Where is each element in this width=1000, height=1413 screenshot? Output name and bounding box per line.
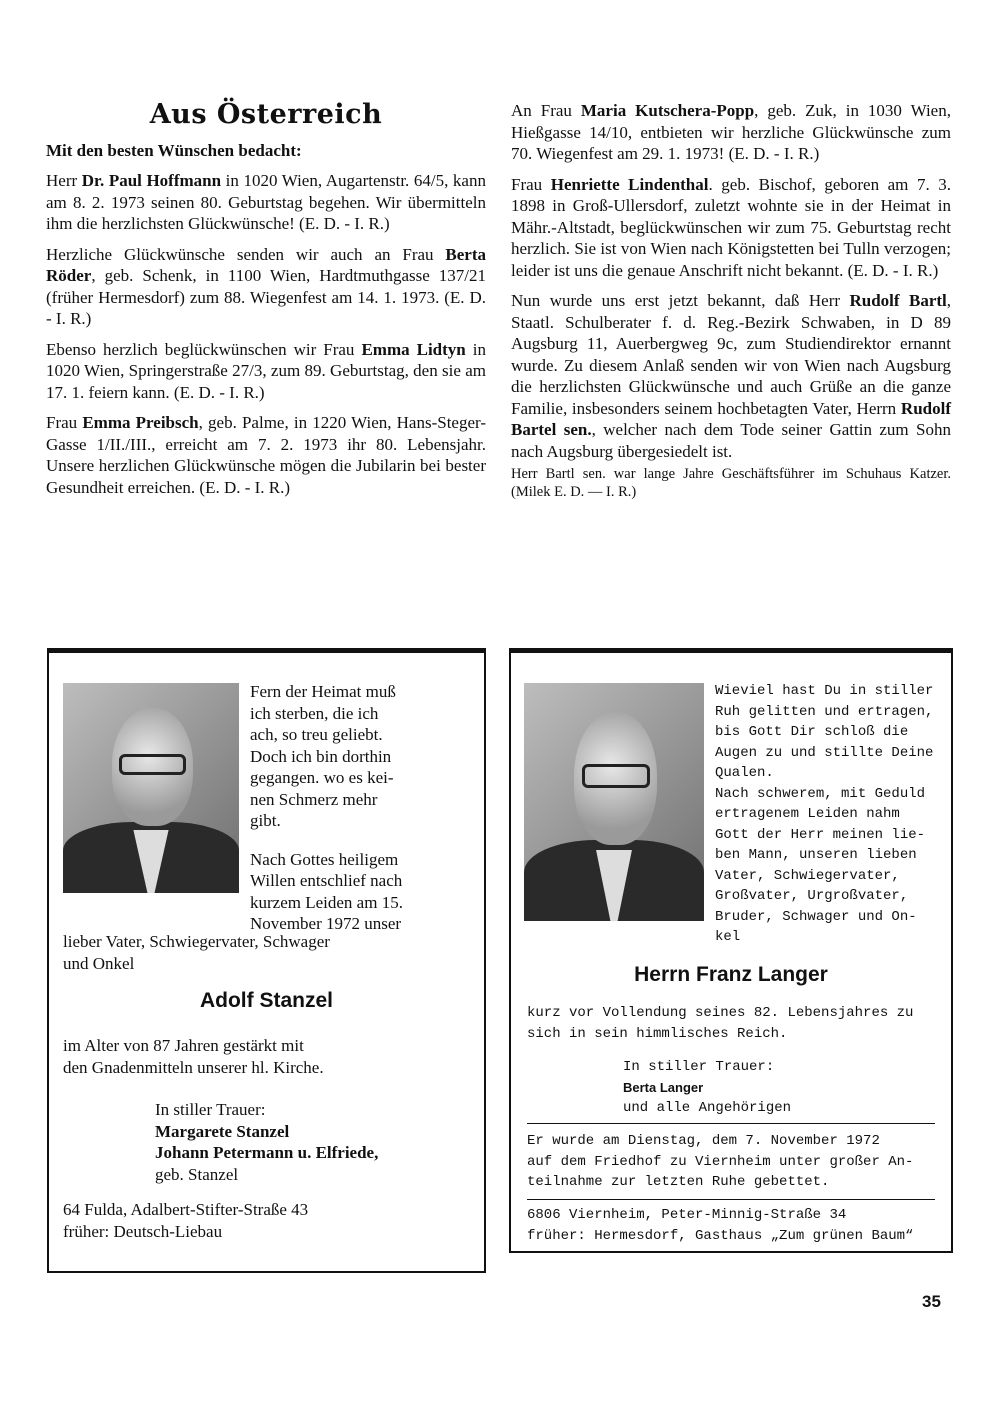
- mourner-name: Berta Langer: [623, 1079, 704, 1095]
- text-line: kurzem Leiden am 15.: [250, 892, 403, 912]
- memorial-poem: [715, 681, 940, 948]
- person-name: Maria Kutschera-Popp: [580, 101, 755, 120]
- text-line: kurz vor Vollendung seines 82. Lebensjahres zu: [527, 1005, 914, 1021]
- text-line: ertragenem Leiden nahm: [715, 806, 900, 822]
- text: in 1020 Wien, Augartenstr. 64/5, kann am 8. 2. 1973 seinen 80. Geburtstag begehen. Wir übermitteln ihm die herzlichsten Glückwünsche! (E. D. - I. R.): [46, 171, 486, 233]
- text-line: geb. Stanzel: [155, 1164, 239, 1184]
- text-line: lieber Vater, Schwiegervater, Schwager: [63, 932, 330, 951]
- text-line: teilnahme zur letzten Ruhe gebettet.: [527, 1174, 830, 1190]
- text-line: früher: Deutsch-Liebau: [63, 1221, 223, 1241]
- text: Ebenso herzlich beglückwünschen wir Frau: [46, 339, 362, 359]
- text-line: November 1972 unser: [250, 914, 402, 933]
- text-line: Großvater, Urgroßvater,: [715, 888, 909, 904]
- person-name: Emma Preibsch: [82, 413, 199, 432]
- poem-line: Ruh gelitten und ertragen,: [715, 703, 934, 720]
- address-block: [63, 1199, 473, 1242]
- section-subtitle: Mit den besten Wünschen bedacht:: [46, 140, 302, 160]
- poem-line: gegangen. wo es kei-: [250, 768, 394, 787]
- text: Herzliche Glückwünsche senden wir auch an Frau: [46, 244, 446, 264]
- greeting-paragraph: [46, 412, 486, 498]
- mourning-label: In stiller Trauer:: [623, 1059, 775, 1075]
- text-line: Gott der Herr meinen lie-: [715, 826, 926, 843]
- text-line: sich in sein himmlisches Reich.: [527, 1025, 788, 1042]
- text: , Staatl. Schulberater f. d. Reg.-Bezirk Schwaben, in D 89 Augsburg 11, Auerbergweg 9c, zum Studiendirektor ernannt wurde. Zu diesem Anlaß senden wir von Wien nach Augsburg die herzlichsten Glückwünsche und auch Grüße an die ganze Familie, insbesonders seinem hochbetagten Vater, Herrn: [511, 291, 951, 418]
- greeting-paragraph: [511, 290, 951, 462]
- greeting-paragraph: [46, 170, 486, 235]
- mourners-block: [155, 1099, 475, 1185]
- mourner-name: Johann Petermann u. Elfriede,: [155, 1143, 379, 1162]
- poem-line: ich sterben, die ich: [250, 703, 379, 723]
- text: , geb. Schenk, in 1100 Wien, Hardtmuthgasse 137/21 (früher Hermesdorf) zum 88. Wiegenfest am 14. 1. 1973. (E. D. - I. R.): [46, 266, 486, 328]
- deceased-name: Herrn Franz Langer: [634, 963, 828, 986]
- text: Herr: [46, 171, 82, 190]
- person-name: Rudolf Bartel sen.: [511, 398, 951, 439]
- text-line: Er wurde am Dienstag, dem 7. November 1972: [527, 1133, 880, 1149]
- right-column: [511, 100, 951, 510]
- text: Nun wurde uns erst jetzt bekannt, daß Herr: [511, 291, 850, 310]
- mourner-name: Margarete Stanzel: [155, 1121, 290, 1141]
- poem-line: Fern der Heimat muß: [250, 682, 396, 701]
- text-line: früher: Hermesdorf, Gasthaus „Zum grünen Baum“: [527, 1227, 914, 1244]
- text-line: Vater, Schwiegervater,: [715, 867, 900, 884]
- text-line: Willen entschlief nach: [250, 871, 403, 890]
- memorial-poem: [250, 681, 470, 935]
- text-line: ben Mann, unseren lieben: [715, 847, 917, 863]
- poem-line: gibt.: [250, 811, 281, 830]
- portrait-photo: [524, 683, 704, 921]
- obituary-box-stanzel: [47, 648, 486, 1273]
- text: , welcher nach dem Tode seiner Gattin zum Sohn nach Augsburg übergesiedelt ist.: [511, 420, 951, 461]
- greeting-paragraph: [46, 339, 486, 404]
- text: , geb. Zuk, in 1030 Wien, Hießgasse 14/10, entbieten wir herzliche Glückwünsche zum 70. Wiegenfest am 29. 1. 1973! (E. D. - I. R.): [511, 101, 951, 163]
- divider: [527, 1199, 935, 1200]
- divider: [527, 1123, 935, 1124]
- person-name: Berta Röder: [46, 244, 486, 285]
- text-line: und alle Angehörigen: [623, 1100, 792, 1116]
- text-line: den Gnadenmitteln unserer hl. Kirche.: [63, 1057, 324, 1077]
- poem-line: Doch ich bin dorthin: [250, 746, 392, 766]
- text-line: und Onkel: [63, 953, 135, 973]
- poem-line: ach, so treu geliebt.: [250, 725, 383, 744]
- text-line: Nach Gottes heiligem: [250, 849, 399, 869]
- text-line: Bruder, Schwager und On-: [715, 908, 917, 925]
- text-line: Nach schwerem, mit Geduld: [715, 785, 926, 802]
- obituary-box-langer: [509, 648, 953, 1253]
- text-line: 6806 Viernheim, Peter-Minnig-Straße 34: [527, 1207, 847, 1223]
- text: . geb. Bischof, geboren am 7. 3. 1898 in Groß-Ullersdorf, zuletzt wohnte sie in der Heimat in Mähr.-Altstadt, beglückwünschen wir zum 75. Geburtstag recht herzlich. Sie ist von Wien nach Königstetten bei Tulln verzogen; leider ist uns die genaue Anschrift nicht bekannt. (E. D. - I. R.): [511, 174, 951, 280]
- text: An Frau: [511, 101, 581, 120]
- portrait-photo: [63, 683, 239, 893]
- person-name: Dr. Paul Hoffmann: [81, 171, 222, 190]
- text-line: kel: [715, 929, 741, 945]
- greeting-paragraph: [46, 244, 486, 330]
- age-text: [527, 1003, 947, 1044]
- poem-line: Qualen.: [715, 765, 774, 781]
- left-column: [46, 100, 486, 507]
- poem-line: nen Schmerz mehr: [250, 789, 378, 809]
- footnote: Herr Bartl sen. war lange Jahre Geschäftsführer im Schuhaus Katzer. (Milek E. D. — I. R.): [511, 466, 951, 500]
- address-block: [527, 1205, 947, 1246]
- deceased-name: Adolf Stanzel: [199, 989, 333, 1012]
- person-name: Henriette Lindenthal: [550, 174, 709, 194]
- text-line: auf dem Friedhof zu Viernheim unter großer An-: [527, 1153, 914, 1170]
- person-name: Emma Lidtyn: [361, 339, 466, 359]
- poem-line: Augen zu und stillte Deine: [715, 744, 934, 761]
- mourners-block: [623, 1057, 923, 1119]
- relation-text: [63, 931, 473, 974]
- text: Frau: [511, 174, 551, 194]
- mourning-label: In stiller Trauer:: [155, 1100, 266, 1119]
- person-name: Rudolf Bartl: [849, 291, 947, 310]
- text: , geb. Palme, in 1220 Wien, Hans-Steger-Gasse 1/II./III., erreicht am 7. 2. 1973 ihr 80. Lebensjahr. Unsere herzlichen Glückwünsche mögen die Jubilarin bei bester Gesundheit erreichen. (E. D. - I. R.): [46, 413, 486, 497]
- burial-text: [527, 1131, 947, 1193]
- age-text: [63, 1035, 473, 1078]
- poem-line: bis Gott Dir schloß die: [715, 724, 909, 740]
- text-line: im Alter von 87 Jahren gestärkt mit: [63, 1036, 304, 1055]
- poem-line: Wieviel hast Du in stiller: [715, 683, 934, 699]
- greeting-paragraph: [511, 100, 951, 165]
- page-number: 35: [922, 1292, 941, 1311]
- text: Frau: [46, 413, 83, 432]
- text-line: 64 Fulda, Adalbert-Stifter-Straße 43: [63, 1200, 309, 1219]
- text: in 1020 Wien, Springerstraße 27/3, zum 89. Geburtstag, den sie am 17. 1. feiern kann. (E. D. - I. R.): [46, 339, 486, 402]
- greeting-paragraph: [511, 174, 951, 282]
- section-title: Aus Österreich: [149, 99, 383, 130]
